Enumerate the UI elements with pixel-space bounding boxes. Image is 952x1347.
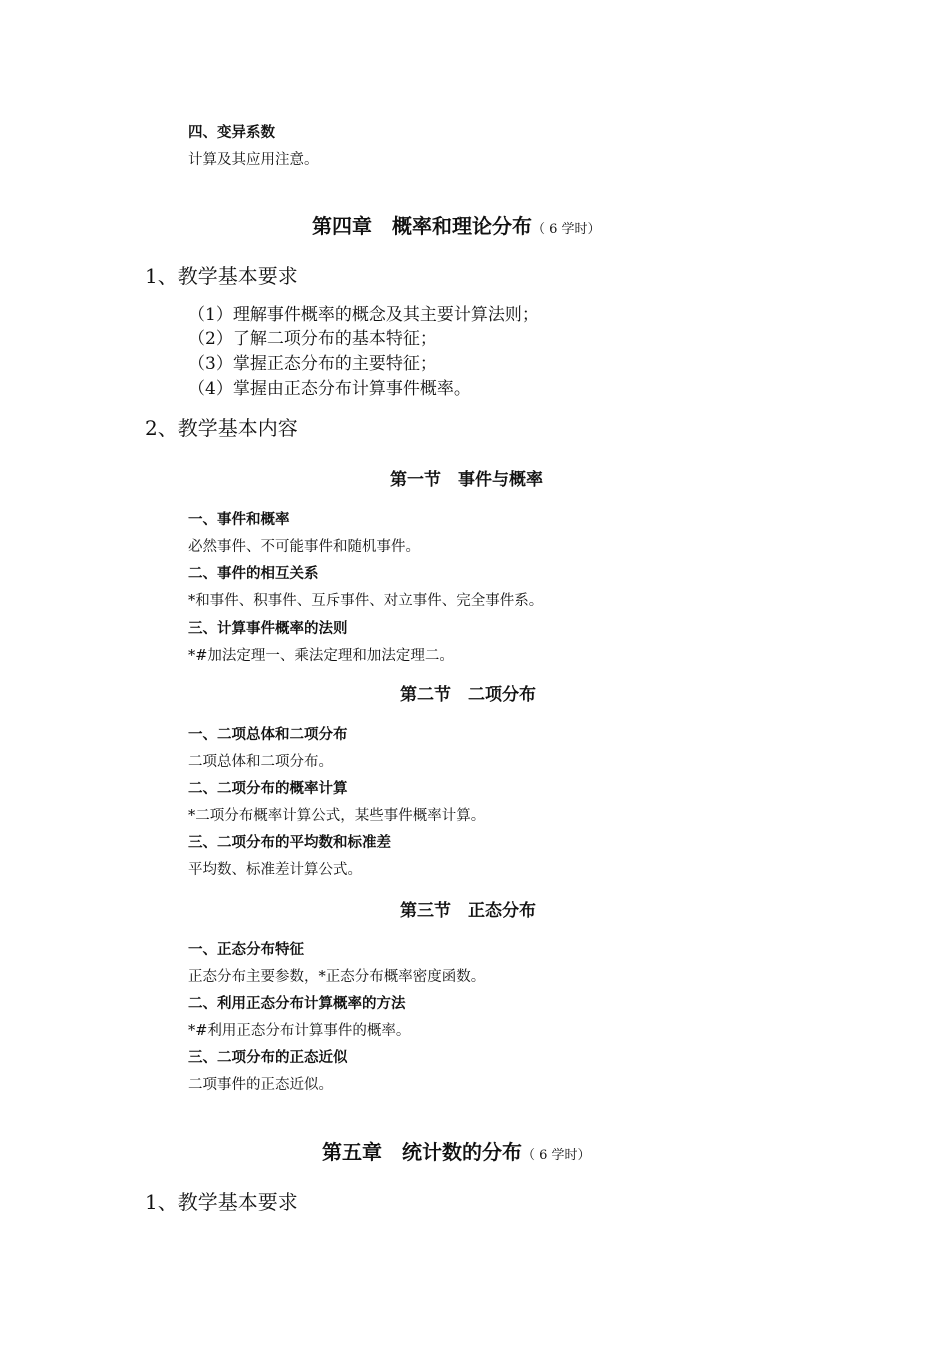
chapter5-title (322, 1136, 591, 1165)
requirement-item: （2）了解二项分布的基本特征； (188, 329, 437, 349)
section-2-title: 第二节 二项分布 (400, 685, 536, 705)
req-heading-text: 1、教学基本要求 (145, 264, 298, 288)
chapter5-title-text: 第五章 统计数的分布 (322, 1140, 522, 1164)
chapter4-req-heading (145, 260, 298, 289)
chapter4-content-heading: 2、教学基本内容 (145, 416, 298, 440)
section-3-item-3-text: 二项事件的正态近似。 (188, 1077, 333, 1093)
section-2-item-2-text: *二项分布概率计算公式，某些事件概率计算。 (188, 808, 486, 824)
section-3-item-2-heading: 二、利用正态分布计算概率的方法 (188, 996, 406, 1012)
section-1-item-2-text: *和事件、积事件、互斥事件、对立事件、完全事件系。 (188, 593, 544, 609)
section-2-item-3-heading: 三、二项分布的平均数和标准差 (188, 835, 391, 851)
chapter5-req-heading: 1、教学基本要求 (145, 1190, 298, 1214)
section-3-title: 第三节 正态分布 (400, 901, 536, 921)
requirement-item: （1）理解事件概率的概念及其主要计算法则； (188, 305, 539, 325)
section-1-item-3-text: *#加法定理一、乘法定理和加法定理二。 (188, 648, 454, 664)
section-3-item-1-heading: 一、正态分布特征 (188, 942, 304, 958)
section-1-item-3-heading: 三、计算事件概率的法则 (188, 621, 348, 637)
variation-coefficient-heading: 四、变异系数 (188, 125, 275, 141)
chapter5-hours: （ 6 学时） (522, 1148, 591, 1163)
requirement-item: （4）掌握由正态分布计算事件概率。 (188, 379, 471, 399)
section-1-item-1-text: 必然事件、不可能事件和随机事件。 (188, 539, 420, 555)
section-2-item-1-heading: 一、二项总体和二项分布 (188, 727, 348, 743)
section-1-item-2-heading: 二、事件的相互关系 (188, 566, 319, 582)
variation-coefficient-text: 计算及其应用注意。 (188, 152, 319, 168)
section-3-item-2-text: *#利用正态分布计算事件的概率。 (188, 1023, 411, 1039)
section-3-item-1-text: 正态分布主要参数，*正态分布概率密度函数。 (188, 969, 486, 985)
chapter4-title-text: 第四章 概率和理论分布 (312, 214, 532, 238)
section-1-item-1-heading: 一、事件和概率 (188, 512, 290, 528)
chapter4-title (312, 210, 601, 239)
requirement-item: （3）掌握正态分布的主要特征； (188, 354, 437, 374)
chapter4-hours: （ 6 学时） (532, 222, 601, 237)
section-2-item-3-text: 平均数、标准差计算公式。 (188, 862, 362, 878)
section-3-item-3-heading: 三、二项分布的正态近似 (188, 1050, 348, 1066)
section-2-item-1-text: 二项总体和二项分布。 (188, 754, 333, 770)
section-2-item-2-heading: 二、二项分布的概率计算 (188, 781, 348, 797)
section-1-title: 第一节 事件与概率 (390, 470, 543, 490)
